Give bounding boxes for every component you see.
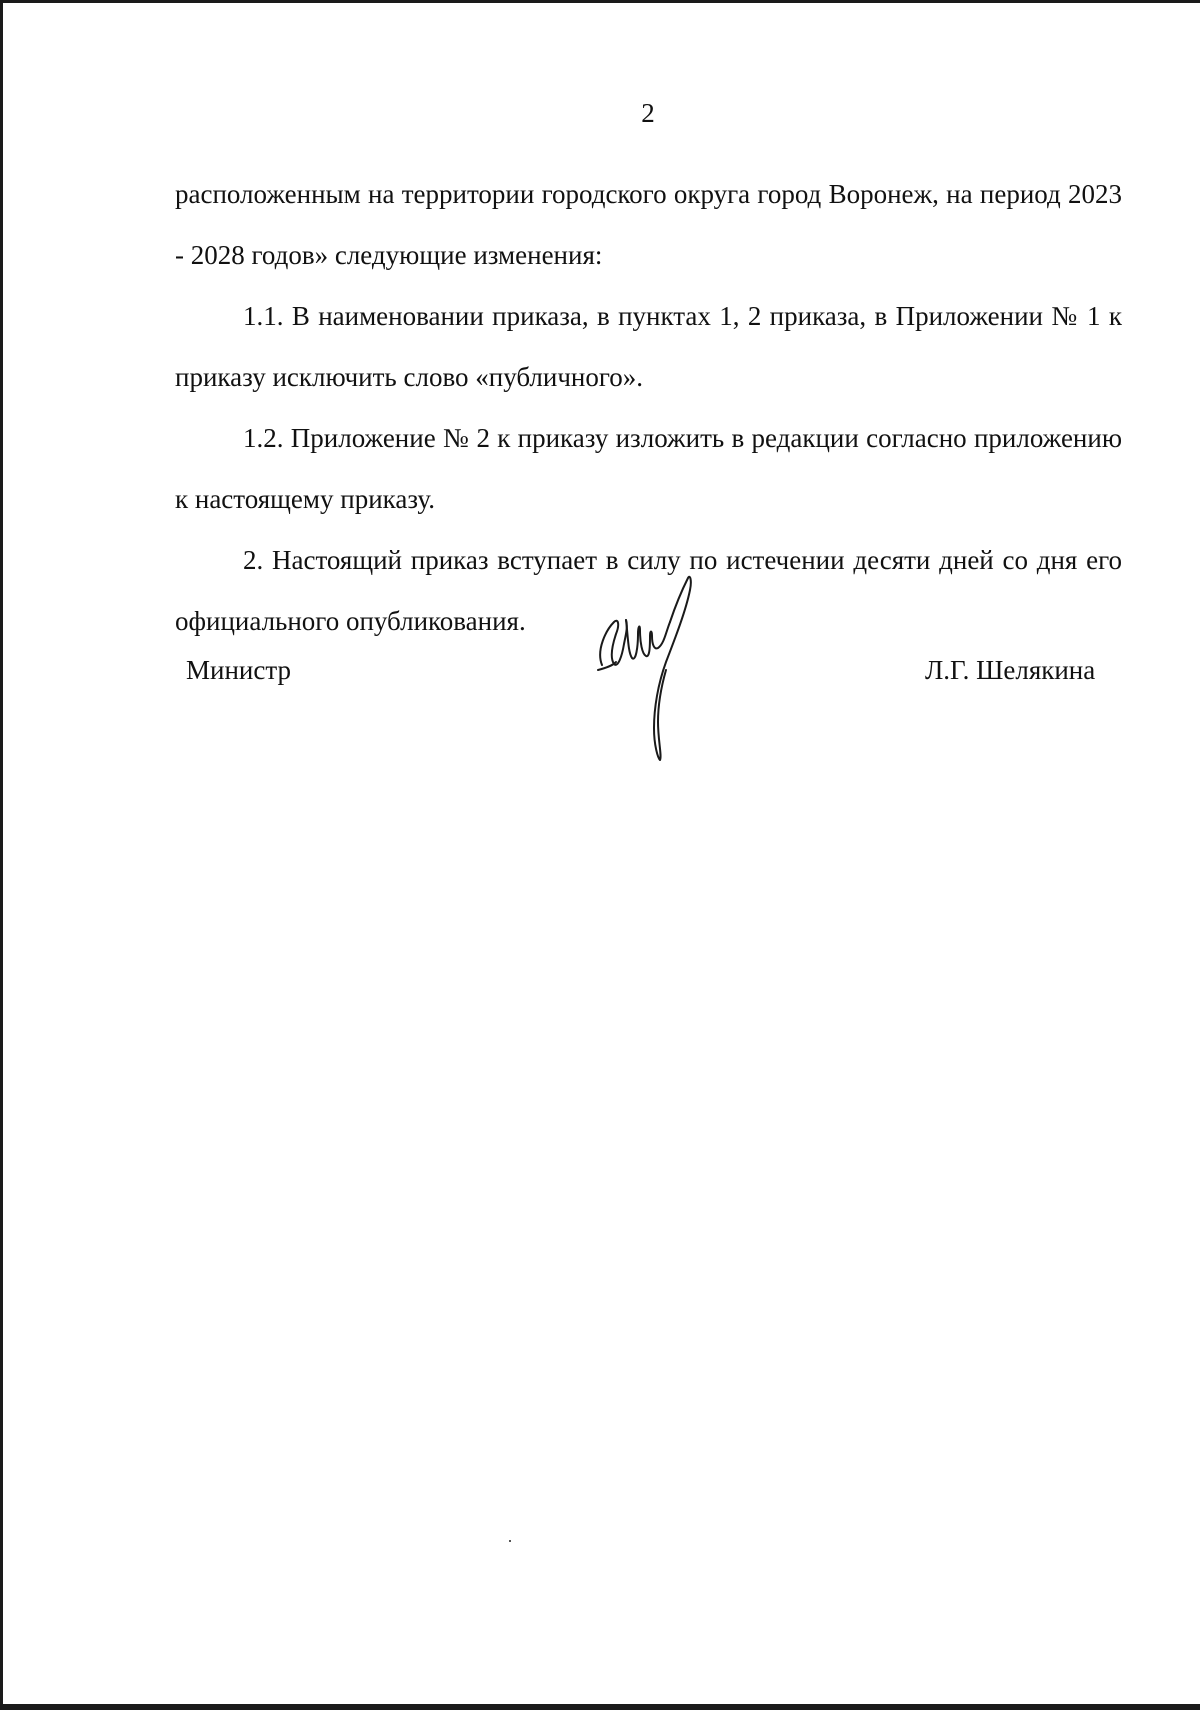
page-number: 2 [641, 98, 655, 128]
signer-name: Л.Г. Шелякина [925, 655, 1096, 685]
scan-speck [509, 1540, 511, 1542]
handwritten-signature [592, 570, 712, 765]
scan-edge-top [0, 0, 1200, 3]
paragraph-continuation: расположенным на территории городского округа город Воронеж, на период 2023 - 2028 годов» следующие изменения: [175, 179, 1122, 270]
paragraph-item-2: 2. Настоящий приказ вступает в силу по истечении десяти дней со дня его официального опубликования. [175, 545, 1122, 636]
signer-title: Министр [186, 655, 291, 685]
paragraph-item-1-2: 1.2. Приложение № 2 к приказу изложить в редакции согласно приложению к настоящему приказу. [175, 423, 1122, 514]
scan-edge-left [0, 0, 3, 1710]
paragraph-item-1-1: 1.1. В наименовании приказа, в пунктах 1, 2 приказа, в Приложении № 1 к приказу исключить слово «публичного». [175, 301, 1122, 392]
scan-edge-bottom [0, 1704, 1200, 1710]
